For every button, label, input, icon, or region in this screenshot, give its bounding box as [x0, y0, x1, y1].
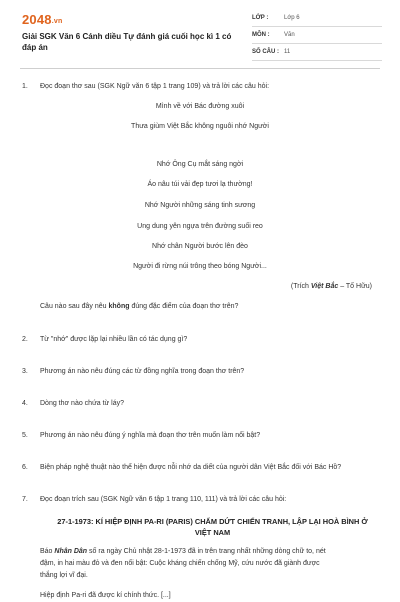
paragraph-line-3: thắng lợi vĩ đại. — [40, 572, 88, 579]
meta-label: MÔN : — [252, 32, 270, 38]
prompt-prefix: Câu nào sau đây nêu — [40, 303, 109, 310]
question-number: 2. — [22, 336, 28, 343]
site-logo[interactable] — [22, 12, 62, 27]
question-number: 5. — [22, 432, 28, 439]
source-prefix: (Trích — [290, 283, 311, 290]
question-number: 1. — [22, 83, 28, 90]
poem-line: Mình về với Bác đường xuôi — [155, 103, 245, 110]
question-text: Từ "nhớ" được lặp lại nhiều lần có tác dụng gì? — [40, 336, 188, 343]
headline-line-2: VIỆT NAM — [194, 528, 231, 537]
poem-line: Áo nâu túi vải đẹp tươi lạ thường! — [147, 181, 253, 188]
source-title: Việt Bắc — [310, 283, 339, 290]
question-text: Đọc đoạn thơ sau (SGK Ngữ văn 6 tập 1 trang 109) và trả lời các câu hỏi: — [40, 83, 270, 90]
article-paragraph-2: Hiệp định Pa-ri đã được kí chính thức. [...] — [40, 592, 171, 599]
poem-source — [291, 282, 372, 292]
prompt-suffix: đúng đặc điểm của đoạn thơ trên? — [129, 303, 239, 310]
logo-suffix-text: .vn — [51, 18, 63, 25]
question-text: Dòng thơ nào chứa từ láy? — [40, 400, 125, 407]
para-prefix: Báo — [40, 548, 55, 555]
newspaper-name: Nhân Dân — [54, 548, 88, 555]
article-headline — [40, 516, 385, 538]
poem-line: Ung dung yên ngựa trên đường suối reo — [137, 223, 263, 230]
question-number: 4. — [22, 400, 28, 407]
source-suffix: – Tố Hữu) — [338, 283, 372, 290]
article-paragraph — [40, 546, 385, 582]
poem-line: Người đi rừng núi trông theo bóng Người... — [133, 263, 267, 270]
meta-info-box — [252, 10, 382, 61]
logo-main-text: 2048 — [22, 12, 52, 27]
question-1-prompt — [40, 302, 385, 312]
question-text: Đọc đoạn trích sau (SGK Ngữ văn 6 tập 1 trang 110, 111) và trả lời các câu hỏi: — [40, 496, 287, 503]
poem-line: Thưa giùm Việt Bắc không nguôi nhớ Người — [131, 123, 269, 130]
question-text: Phương án nào nêu đúng ý nghĩa mà đoạn thơ trên muốn làm nổi bật? — [40, 432, 261, 439]
paragraph-line-2: đậm, in hai màu đỏ và đen nổi bật: Cuộc kháng chiến chống Mỹ, cứu nước đã giành được — [40, 560, 320, 567]
poem-line: Nhớ Ông Cụ mắt sáng ngời — [156, 161, 244, 168]
question-number: 3. — [22, 368, 28, 375]
prompt-bold: không — [108, 303, 130, 310]
headline-line-1: 27-1-1973: KÍ HIỆP ĐỊNH PA-RI (PARIS) CHẤM DỨT CHIẾN TRANH, LẬP LẠI HOÀ BÌNH Ở — [57, 517, 368, 526]
document-header — [0, 0, 400, 64]
meta-row-grade — [252, 10, 382, 27]
question-text: Phương án nào nêu đúng các từ đồng nghĩa trong đoạn thơ trên? — [40, 368, 245, 375]
para-line-1-rest: số ra ngày Chủ nhật 28-1-1973 đã in trên trang nhất những dòng chữ to, nét — [87, 548, 326, 555]
question-number: 6. — [22, 464, 28, 471]
header-divider — [20, 68, 380, 69]
meta-row-subject — [252, 27, 382, 44]
meta-label: SỐ CÂU : — [252, 49, 279, 55]
meta-label: LỚP : — [252, 15, 269, 21]
meta-value: Văn — [284, 32, 295, 38]
meta-row-question-count — [252, 44, 382, 61]
question-text: Biện pháp nghệ thuật nào thể hiện được nỗi nhớ da diết của người dân Việt Bắc đối với Bác Hồ? — [40, 464, 342, 471]
poem-line: Nhớ Người những sáng tinh sương — [144, 202, 256, 209]
document-title: Giải SGK Văn 6 Cánh diều Tự đánh giá cuối học kì 1 có đáp án — [22, 32, 232, 52]
poem-line: Nhớ chân Người bước lên đèo — [152, 243, 248, 250]
question-number: 7. — [22, 496, 28, 503]
paragraph-line-1 — [40, 546, 385, 558]
meta-value: 11 — [284, 49, 291, 55]
meta-value: Lớp 6 — [284, 15, 300, 21]
